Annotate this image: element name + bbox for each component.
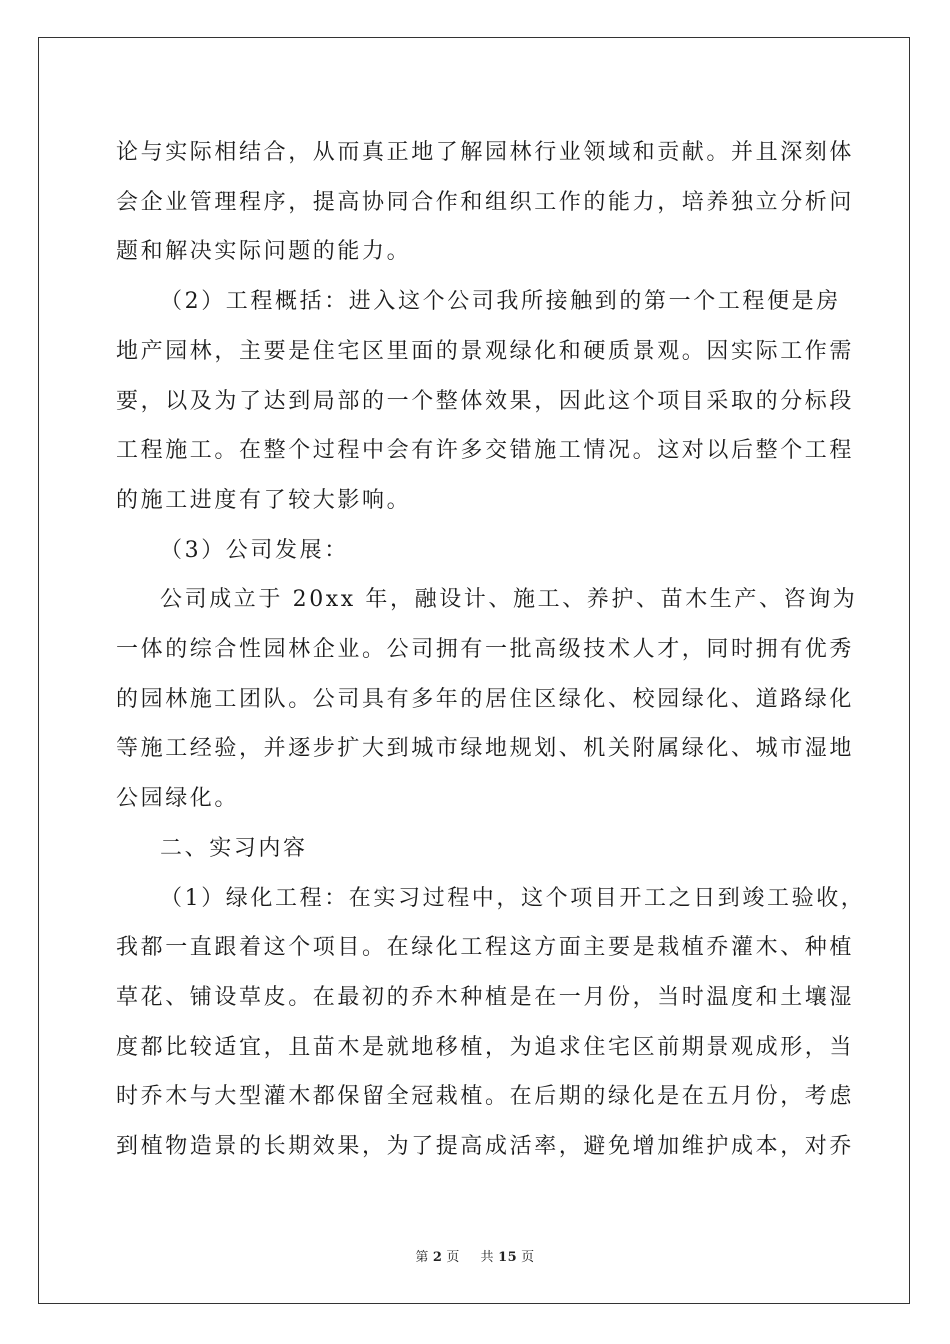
text-line: （2）工程概括：进入这个公司我所接触到的第一个工程便是房 [160, 289, 841, 315]
section-heading: 二、实习内容 [160, 835, 308, 861]
page-prefix: 第 [415, 1250, 429, 1265]
text-line: 到植物造景的长期效果，为了提高成活率，避免增加维护成本，对乔 [116, 1134, 855, 1160]
body-text [116, 128, 866, 1172]
text-line: 会企业管理程序，提高协同合作和组织工作的能力，培养独立分析问 [116, 189, 855, 215]
text-line: 度都比较适宜，且苗木是就地移植，为追求住宅区前期景观成形，当 [116, 1034, 855, 1060]
text-line: （3）公司发展： [160, 537, 349, 563]
text-line: 地产园林，主要是住宅区里面的景观绿化和硬质景观。因实际工作需 [116, 338, 855, 364]
text-line: 的施工进度有了较大影响。 [116, 487, 412, 513]
text-line: 的园林施工团队。公司具有多年的居住区绿化、校园绿化、道路绿化 [116, 686, 855, 712]
total-pages: 15 [498, 1250, 518, 1265]
text-line: 公司成立于 20xx 年，融设计、施工、养护、苗木生产、咨询为 [160, 587, 858, 613]
text-line: 论与实际相结合，从而真正地了解园林行业领域和贡献。并且深刻体 [116, 140, 855, 165]
total-prefix: 共 [480, 1250, 495, 1265]
document-body [116, 128, 866, 1172]
text-line: 我都一直跟着这个项目。在绿化工程这方面主要是栽植乔灌木、种植 [116, 935, 855, 961]
current-page: 2 [432, 1250, 443, 1265]
text-line: 草花、铺设草皮。在最初的乔木种植是在一月份，当时温度和土壤湿 [116, 984, 855, 1010]
text-line: 等施工经验，并逐步扩大到城市绿地规划、机关附属绿化、城市湿地 [116, 736, 855, 762]
text-line: 一体的综合性园林企业。公司拥有一批高级技术人才，同时拥有优秀 [116, 637, 855, 663]
text-line: （1）绿化工程：在实习过程中，这个项目开工之日到竣工验收， [160, 885, 866, 911]
page-number [411, 1250, 464, 1265]
text-line: 要，以及为了达到局部的一个整体效果，因此这个项目采取的分标段 [116, 388, 855, 414]
page-footer [0, 1246, 950, 1265]
text-line: 工程施工。在整个过程中会有许多交错施工情况。这对以后整个工程 [116, 438, 855, 464]
text-line: 题和解决实际问题的能力。 [116, 239, 412, 265]
page-suffix: 页 [446, 1250, 460, 1265]
text-line: 时乔木与大型灌木都保留全冠栽植。在后期的绿化是在五月份，考虑 [116, 1084, 855, 1110]
page-total [477, 1250, 539, 1265]
total-suffix: 页 [521, 1250, 535, 1265]
text-line: 公园绿化。 [116, 786, 240, 812]
